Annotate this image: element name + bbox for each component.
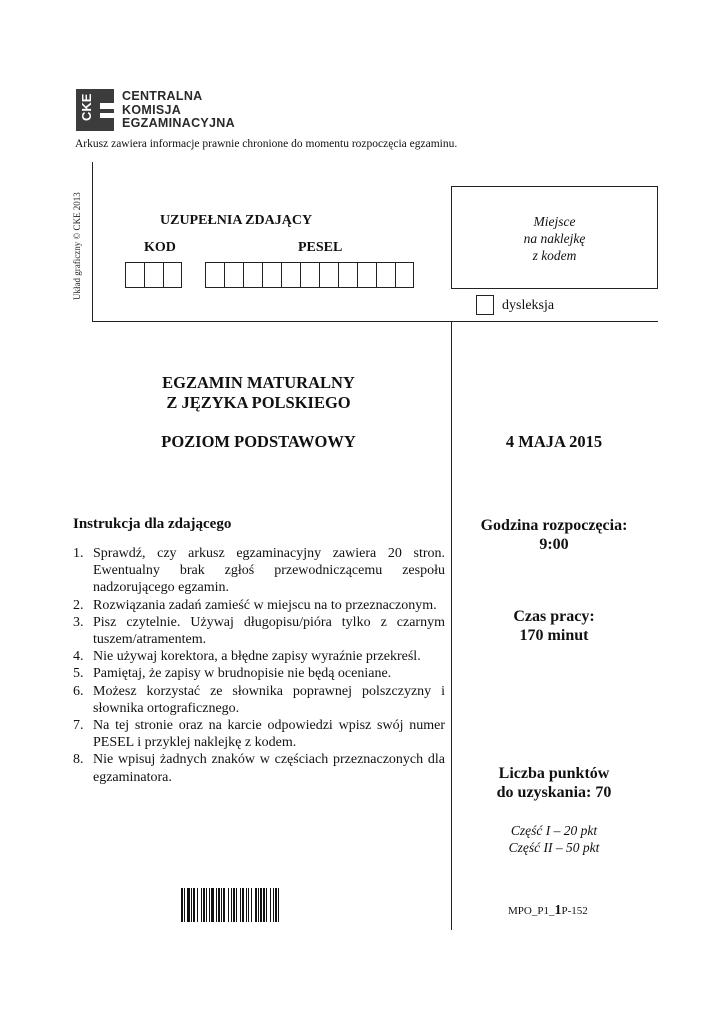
- cke-logo-text: [122, 90, 235, 131]
- logo-mark-text: CKE: [79, 93, 94, 121]
- kod-cell[interactable]: [125, 262, 144, 288]
- instructions-heading: Instrukcja dla zdającego: [73, 516, 232, 532]
- pesel-cell[interactable]: [357, 262, 376, 288]
- pesel-cell[interactable]: [224, 262, 243, 288]
- candidate-fill-title: UZUPEŁNIA ZDAJĄCY: [160, 213, 313, 228]
- duration-value: 170 minut: [519, 627, 589, 644]
- instruction-item: 1. Sprawdź, czy arkusz egzaminacyjny zawiera 20 stron. Ewentualny brak zgłoś przewodniczącemu zespołu nadzorującego egzamin.: [73, 546, 445, 596]
- points-part-2: Część II – 50 pkt: [508, 840, 600, 855]
- pesel-cell[interactable]: [281, 262, 300, 288]
- start-time-block: [454, 516, 654, 554]
- exam-level: POZIOM PODSTAWOWY: [161, 432, 356, 451]
- left-frame-line: [92, 162, 93, 322]
- instruction-item: 4. Nie używaj korektora, a błędne zapisy wyraźnie przekreśl.: [73, 649, 421, 665]
- kod-cell[interactable]: [163, 262, 182, 288]
- exam-title-line-2: Z JĘZYKA POLSKIEGO: [166, 393, 351, 412]
- pesel-cell[interactable]: [319, 262, 338, 288]
- points-breakdown: [454, 822, 654, 856]
- exam-code: MPO_P1_1P-152: [508, 903, 588, 918]
- pesel-cell[interactable]: [205, 262, 224, 288]
- instruction-item: 6. Możesz korzystać ze słownika poprawnej polszczyzny i słownika ortograficznego.: [73, 683, 445, 716]
- sticker-line-1: Miejsce: [533, 214, 576, 229]
- cke-logo-mark: [76, 89, 114, 131]
- vertical-divider: [451, 322, 452, 930]
- horizontal-divider: [92, 321, 658, 322]
- points-label-1: Liczba punktów: [498, 765, 610, 782]
- exam-title-line-1: EGZAMIN MATURALNY: [162, 373, 355, 392]
- logo-line-1: CENTRALNA: [122, 89, 203, 103]
- points-block: [454, 764, 654, 802]
- instruction-item: 7. Na tej stronie oraz na karcie odpowiedzi wpisz swój numer PESEL i przyklej naklejkę z kodem.: [73, 718, 445, 751]
- pesel-cell[interactable]: [262, 262, 281, 288]
- start-time-value: 9:00: [539, 536, 569, 553]
- duration-block: [454, 607, 654, 645]
- pesel-cell[interactable]: [395, 262, 414, 288]
- instruction-item: 5. Pamiętaj, że zapisy w brudnopisie nie będą oceniane.: [73, 666, 392, 682]
- pesel-cell[interactable]: [338, 262, 357, 288]
- start-time-label: Godzina rozpoczęcia:: [480, 517, 628, 534]
- instruction-item: 2. Rozwiązania zadań zamieść w miejscu na to przeznaczonym.: [73, 597, 437, 613]
- sticker-line-3: z kodem: [532, 248, 577, 263]
- pesel-cell[interactable]: [243, 262, 262, 288]
- pesel-cell[interactable]: [376, 262, 395, 288]
- pesel-boxes[interactable]: [205, 262, 414, 288]
- kod-label: KOD: [144, 240, 176, 255]
- instruction-item: 3. Pisz czytelnie. Używaj długopisu/pióra tylko z czarnym tuszem/atramentem.: [73, 614, 445, 648]
- sticker-placeholder: [451, 186, 658, 289]
- duration-label: Czas pracy:: [513, 608, 595, 625]
- logo-line-2: KOMISJA: [122, 102, 182, 117]
- pesel-cell[interactable]: [300, 262, 319, 288]
- dyslexia-checkbox[interactable]: [476, 295, 494, 315]
- instruction-item: 8. Nie wpisuj żadnych znaków w częściach przeznaczonych dla egzaminatora.: [73, 752, 445, 785]
- instructions-list: [73, 545, 445, 786]
- exam-date: 4 MAJA 2015: [505, 432, 603, 451]
- points-label-2: do uzyskania: 70: [496, 784, 612, 801]
- kod-boxes[interactable]: [125, 262, 182, 288]
- points-part-1: Część I – 20 pkt: [510, 823, 598, 838]
- sticker-line-2: na naklejkę: [523, 231, 586, 246]
- pesel-label: PESEL: [298, 240, 343, 255]
- dyslexia-label: dysleksja: [502, 298, 555, 313]
- copyright-text: Układ graficzny © CKE 2013: [72, 192, 82, 300]
- kod-cell[interactable]: [144, 262, 163, 288]
- barcode: [181, 888, 337, 922]
- logo-line-3: EGZAMINACYJNA: [122, 116, 235, 130]
- confidentiality-notice: Arkusz zawiera informacje prawnie chronione do momentu rozpoczęcia egzaminu.: [75, 138, 458, 150]
